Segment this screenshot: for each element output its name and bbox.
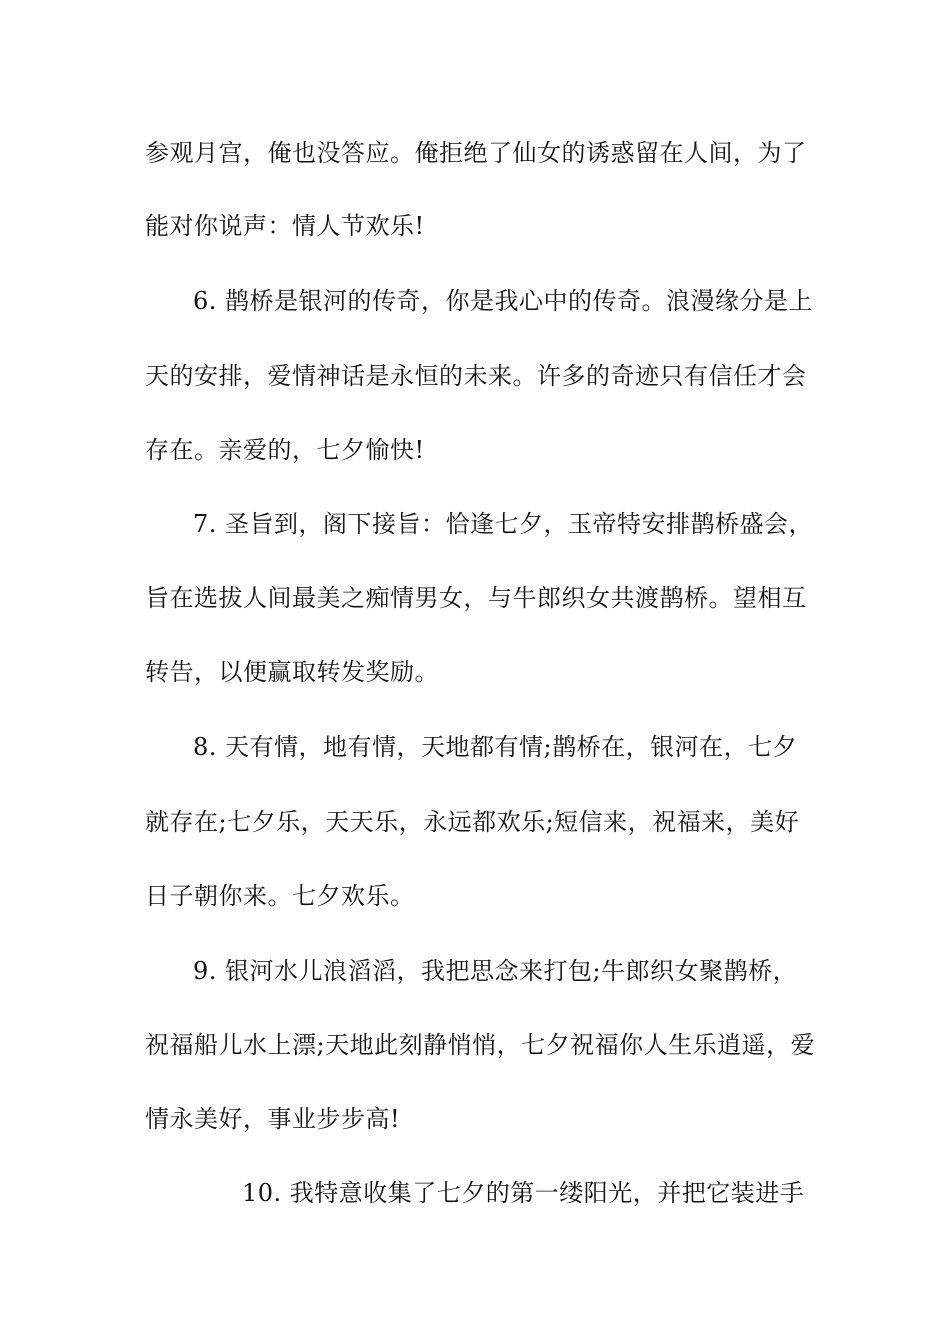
text-line: 存在。亲爱的，七夕愉快! <box>145 436 425 464</box>
text-line: 情永美好，事业步步高! <box>145 1105 401 1133</box>
text-line: 祝福船儿水上漂;天地此刻静悄悄，七夕祝福你人生乐逍遥，爱 <box>145 1031 816 1059</box>
item-10-first-line: 10. 我特意收集了七夕的第一缕阳光，并把它装进手 <box>242 1179 805 1207</box>
text-line: 天的安排，爱情神话是永恒的未来。许多的奇迹只有信任才会 <box>145 362 807 390</box>
item-9-first-line: 9. 银河水儿浪滔滔，我把思念来打包;牛郎织女聚鹊桥， <box>193 957 798 985</box>
item-7-first-line: 7. 圣旨到，阁下接旨：恰逢七夕，玉帝特安排鹊桥盛会， <box>193 510 814 538</box>
item-6-first-line: 6. 鹊桥是银河的传奇，你是我心中的传奇。浪漫缘分是上 <box>193 287 814 315</box>
text-line: 旨在选拔人间最美之痴情男女，与牛郎织女共渡鹊桥。望相互 <box>145 584 807 612</box>
text-line: 转告，以便赢取转发奖励。 <box>145 658 439 686</box>
text-line: 参观月宫，俺也没答应。俺拒绝了仙女的诱惑留在人间，为了 <box>145 139 807 167</box>
text-line: 能对你说声：情人节欢乐! <box>145 212 425 240</box>
text-line: 就存在;七夕乐，天天乐，永远都欢乐;短信来，祝福来，美好 <box>145 808 800 836</box>
item-8-first-line: 8. 天有情，地有情，天地都有情;鹊桥在，银河在，七夕 <box>193 733 798 761</box>
text-line: 日子朝你来。七夕欢乐。 <box>145 882 415 910</box>
